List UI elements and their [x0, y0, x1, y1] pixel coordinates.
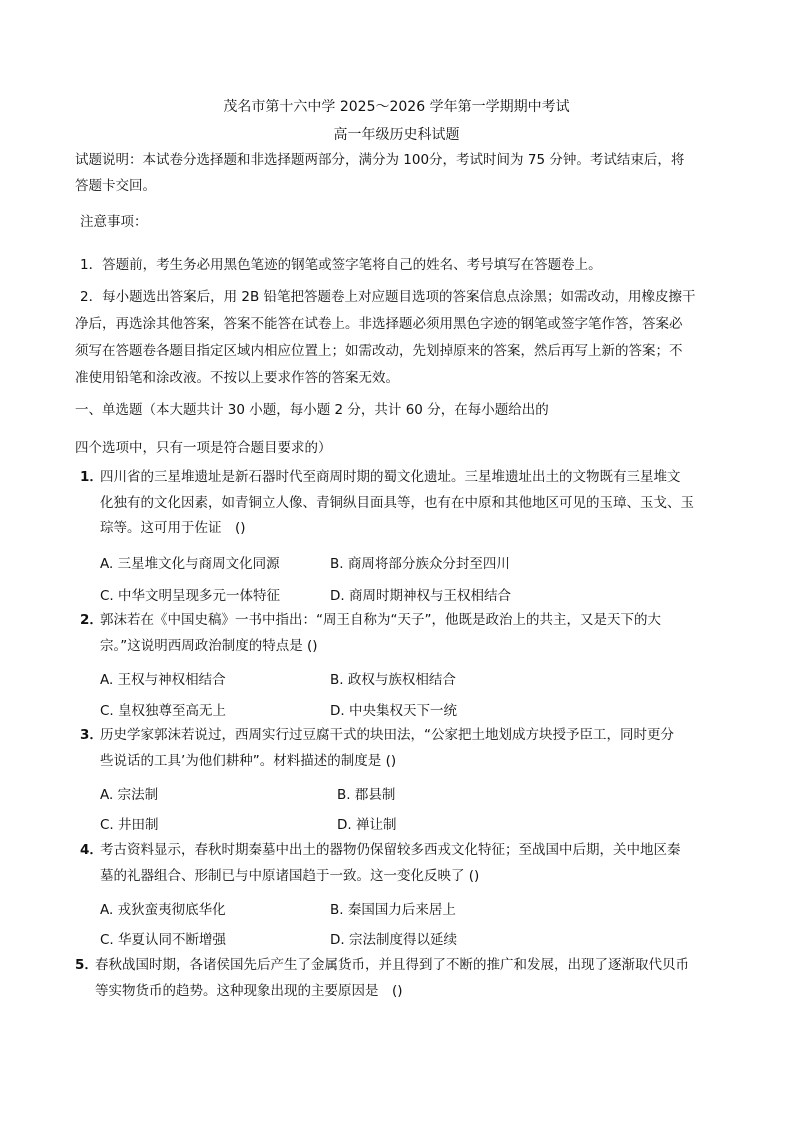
intro-line-2: 答题卡交回。 [75, 178, 156, 194]
option-c: C. 中华文明呈现多元一体特征 [100, 588, 281, 604]
question-stem-line: 历史学家郭沫若说过，西周实行过豆腐干式的块田法，“公家把土地划成方块授予臣工，同时更分 [100, 727, 674, 743]
option-c: C. 井田制 [100, 817, 159, 833]
question-stem-line: 些说话的工具’为他们耕种”。材料描述的制度是 () [100, 752, 397, 769]
option-b: B. 秦国国力后来居上 [330, 902, 456, 918]
question-stem-line: 春秋战国时期，各诸侯国先后产生了金属货币，并且得到了不断的推广和发展，出现了逐渐取代贝币 [95, 957, 689, 973]
option-d: D. 商周时期神权与王权相结合 [330, 588, 511, 604]
section-heading-line-2: 四个选项中，只有一项是符合题目要求的） [75, 440, 332, 456]
option-b: B. 政权与族权相结合 [330, 672, 456, 688]
option-b: B. 郡县制 [337, 787, 396, 803]
notice-item-2-line-3: 须写在答题卷各题目指定区域内相应位置上；如需改动，先划掉原来的答案，然后再写上新的答案；不 [75, 343, 683, 359]
option-d: D. 禅让制 [337, 817, 397, 833]
question-number: 2． [80, 612, 103, 628]
question-number: 5． [75, 957, 98, 973]
intro-line-1: 试题说明：本试卷分选择题和非选择题两部分，满分为 100分，考试时间为 75 分钟。考试结束后，将 [75, 152, 685, 168]
question-number: 3． [80, 727, 103, 743]
section-heading-line-1: 一、单选题（本大题共计 30 小题，每小题 2 分，共计 60 分，在每小题给出的 [75, 402, 549, 418]
option-a: A. 三星堆文化与商周文化同源 [100, 556, 280, 572]
option-a: A. 王权与神权相结合 [100, 672, 226, 688]
option-d: D. 宗法制度得以延续 [330, 932, 457, 948]
exam-subtitle: 高一年级历史科试题 [333, 127, 460, 143]
question-1 [80, 465, 720, 542]
question-stem-line: 四川省的三星堆遗址是新石器时代至商周时期的蜀文化遗址。三星堆遗址出土的文物既有三星堆文 [100, 469, 681, 485]
question-number: 4． [80, 842, 103, 858]
notice-item-2-line-2: 净后，再选涂其他答案，答案不能答在试卷上。非选择题必须用黑色字迹的钢笔或签字笔作答，答案必 [75, 316, 683, 332]
question-3 [80, 723, 720, 774]
question-number: 1． [80, 469, 103, 485]
question-stem-line: 化独有的文化因素，如青铜立人像、青铜纵目面具等，也有在中原和其他地区可见的玉璋、玉戈、玉 [100, 494, 694, 511]
option-c: C. 华夏认同不断增强 [100, 932, 227, 948]
option-a: A. 宗法制 [100, 787, 159, 803]
question-stem-line: 宗。”这说明西周政治制度的特点是 () [100, 637, 318, 654]
question-stem-line: 郭沫若在《中国史稿》一书中指出：“周王自称为“天子”，他既是政治上的共主，又是天下的大 [100, 612, 661, 628]
notice-heading: 注意事项： [80, 214, 148, 230]
option-d: D. 中央集权天下一统 [330, 703, 457, 719]
notice-item-2-line-1: 2．每小题选出答案后，用 2B 铅笔把答题卷上对应题目选项的答案信息点涂黑；如需改动，用橡皮擦干 [80, 289, 696, 305]
question-stem-line: 等实物货币的趋势。这种现象出现的主要原因是 () [95, 982, 403, 999]
notice-item-2-line-4: 准使用铅笔和涂改液。不按以上要求作答的答案无效。 [75, 370, 399, 386]
notice-item-1: 1．答题前，考生务必用黑色笔迹的钢笔或签字笔将自己的姓名、考号填写在答题卷上。 [80, 257, 602, 273]
question-2 [80, 608, 720, 659]
question-stem-line: 考古资料显示，春秋时期秦墓中出土的器物仍保留较多西戎文化特征；至战国中后期，关中地区秦 [100, 842, 681, 858]
option-b: B. 商周将部分族众分封至四川 [330, 556, 510, 572]
exam-title: 茂名市第十六中学 2025～2026 学年第一学期期中考试 [223, 99, 570, 115]
question-stem-line: 琮等。这可用于佐证 () [100, 520, 246, 536]
option-c: C. 皇权独尊至高无上 [100, 703, 227, 719]
question-4 [80, 838, 720, 889]
question-5 [75, 953, 720, 1004]
question-stem-line: 墓的礼器组合、形制已与中原诸国趋于一致。这一变化反映了 () [100, 867, 480, 884]
option-a: A. 戎狄蛮夷彻底华化 [100, 902, 226, 918]
